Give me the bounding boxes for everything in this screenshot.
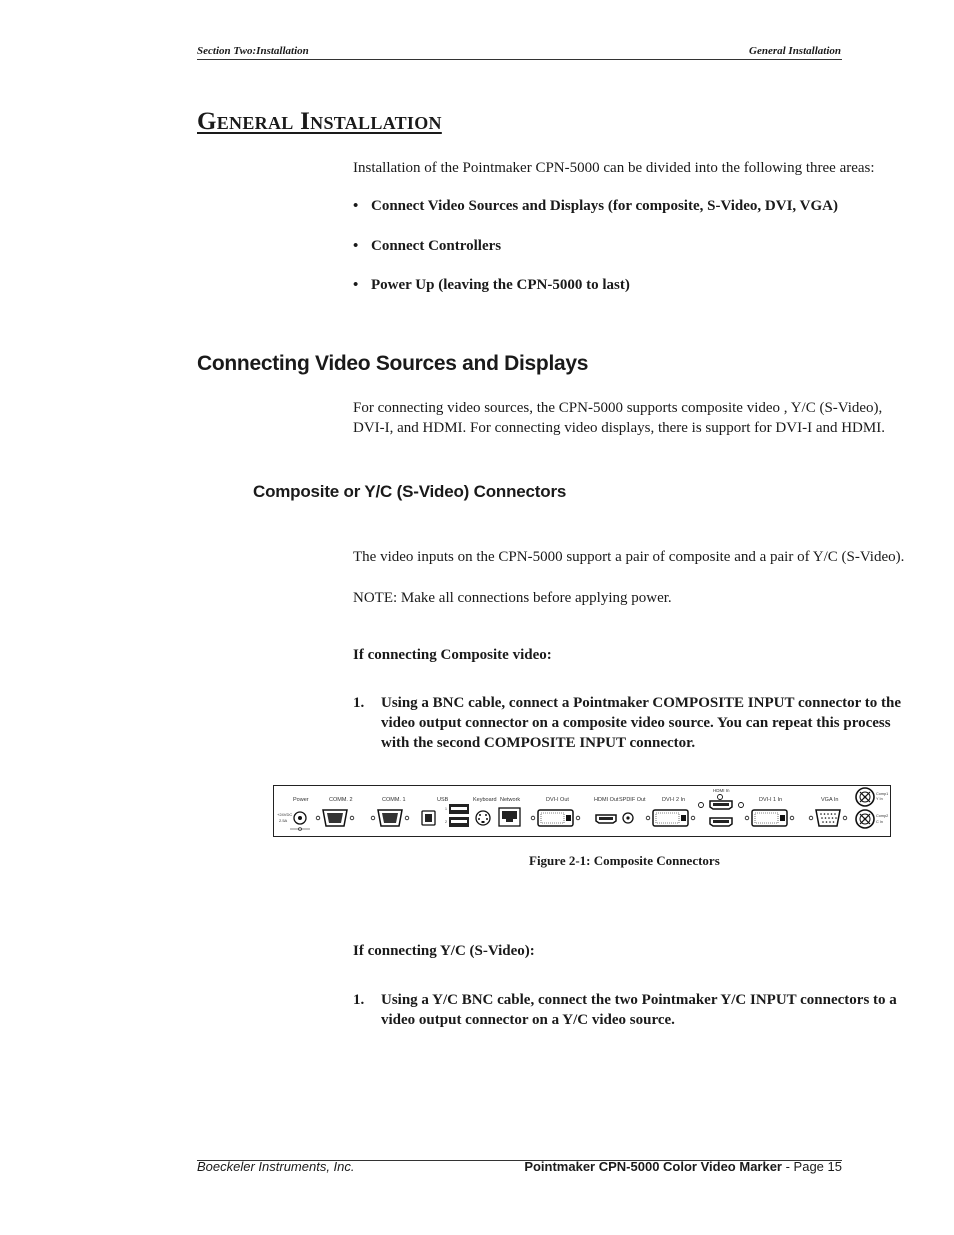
vga-in-label: VGA In bbox=[821, 797, 839, 803]
keyboard-label: Keyboard bbox=[473, 797, 497, 803]
section-paragraph-line: DVI-I, and HDMI. For connecting video displays, there is support for DVI-I and HDMI. bbox=[353, 420, 885, 436]
bullet-item: • Connect Controllers bbox=[353, 238, 502, 254]
network-label: Network bbox=[500, 797, 521, 803]
composite-step bbox=[353, 693, 913, 753]
hdmi-in-label: HDMI In bbox=[713, 788, 730, 793]
keyboard-ps2-icon bbox=[476, 811, 490, 825]
step-line: Using a Y/C BNC cable, connect the two Pointmaker Y/C INPUT connectors to a bbox=[381, 992, 897, 1008]
footer-company: Boeckeler Instruments, Inc. bbox=[197, 1159, 355, 1174]
dvi2-in-label: DVI-I 2 In bbox=[662, 797, 686, 803]
running-header-left: Section Two:Installation bbox=[197, 45, 309, 57]
step-line: video output connector on a Y/C video source. bbox=[381, 1012, 675, 1028]
rear-panel-figure bbox=[273, 785, 891, 837]
step-line: video output connector on a composite video source. You can repeat this process bbox=[381, 715, 891, 731]
dvi-out-label: DVI-I Out bbox=[546, 797, 569, 803]
step-number: 1. bbox=[353, 992, 365, 1008]
footer-product-name: Pointmaker CPN-5000 Color Video Marker bbox=[524, 1159, 782, 1174]
usb-number: 1 bbox=[445, 807, 447, 811]
bullet-item: • Connect Video Sources and Displays (for composite, S-Video, DVI, VGA) bbox=[353, 198, 838, 214]
footer-page-number: - Page 15 bbox=[782, 1159, 842, 1174]
bullet-text: Power Up (leaving the CPN-5000 to last) bbox=[371, 277, 630, 293]
usb-label: USB bbox=[437, 797, 449, 803]
video-inputs-paragraph: The video inputs on the CPN-5000 support a pair of composite and a pair of Y/C (S-Video). bbox=[353, 549, 905, 565]
comp2-label: Comp2 bbox=[876, 814, 889, 818]
comm2-label: COMM. 2 bbox=[329, 797, 353, 803]
hdmi-out-label: HDMI Out bbox=[594, 797, 619, 803]
intro-paragraph: Installation of the Pointmaker CPN-5000 can be divided into the following three areas: bbox=[353, 160, 875, 176]
step-number: 1. bbox=[353, 695, 365, 711]
yc-step bbox=[353, 990, 913, 1030]
step-line: Using a BNC cable, connect a Pointmaker COMPOSITE INPUT connector to the bbox=[381, 695, 901, 711]
power-rating-line: +24VDC bbox=[277, 812, 293, 817]
dvi-out-connector-icon bbox=[531, 810, 580, 826]
footer-page-info bbox=[524, 1159, 842, 1174]
usb-number: 2 bbox=[445, 820, 447, 824]
subsection-heading: Composite or Y/C (S-Video) Connectors bbox=[253, 482, 567, 501]
usb-b-connector-icon bbox=[422, 811, 435, 825]
section-heading: Connecting Video Sources and Displays bbox=[197, 352, 589, 375]
network-rj45-icon bbox=[499, 808, 520, 826]
bullet-text: Connect Controllers bbox=[371, 238, 502, 254]
power-rating-line: 2.5A bbox=[279, 818, 288, 823]
composite-heading: If connecting Composite video: bbox=[353, 647, 552, 663]
yc-heading: If connecting Y/C (S-Video): bbox=[353, 943, 535, 959]
hdmi-out-connector-icon bbox=[596, 815, 616, 823]
page-title: General Installation bbox=[197, 108, 442, 135]
dvi2-in-connector-icon bbox=[646, 810, 695, 826]
comm1-label: COMM. 1 bbox=[382, 797, 406, 803]
bullet-text: Connect Video Sources and Displays (for composite, S-Video, DVI, VGA) bbox=[371, 198, 838, 214]
dvi1-in-connector-icon bbox=[745, 810, 794, 826]
section-paragraph-line: For connecting video sources, the CPN-5000 supports composite video , Y/C (S-Video), bbox=[353, 400, 883, 416]
bullet-item: • Power Up (leaving the CPN-5000 to last) bbox=[353, 277, 630, 293]
spdif-out-label: SPDIF Out bbox=[619, 797, 646, 803]
step-line: with the second COMPOSITE INPUT connector. bbox=[381, 735, 696, 751]
dvi1-in-label: DVI-I 1 In bbox=[759, 797, 783, 803]
comp2-sublabel: C In bbox=[876, 820, 883, 824]
comp1-sublabel: Y In bbox=[876, 797, 883, 801]
comp1-label: Comp1 bbox=[876, 792, 889, 796]
header-rule bbox=[197, 59, 842, 60]
running-header-right: General Installation bbox=[749, 45, 841, 57]
spdif-out-connector-icon bbox=[623, 813, 633, 823]
figure-caption: Figure 2-1: Composite Connectors bbox=[529, 853, 720, 868]
note-paragraph: NOTE: Make all connections before applying power. bbox=[353, 590, 672, 606]
power-label: Power bbox=[293, 797, 309, 803]
